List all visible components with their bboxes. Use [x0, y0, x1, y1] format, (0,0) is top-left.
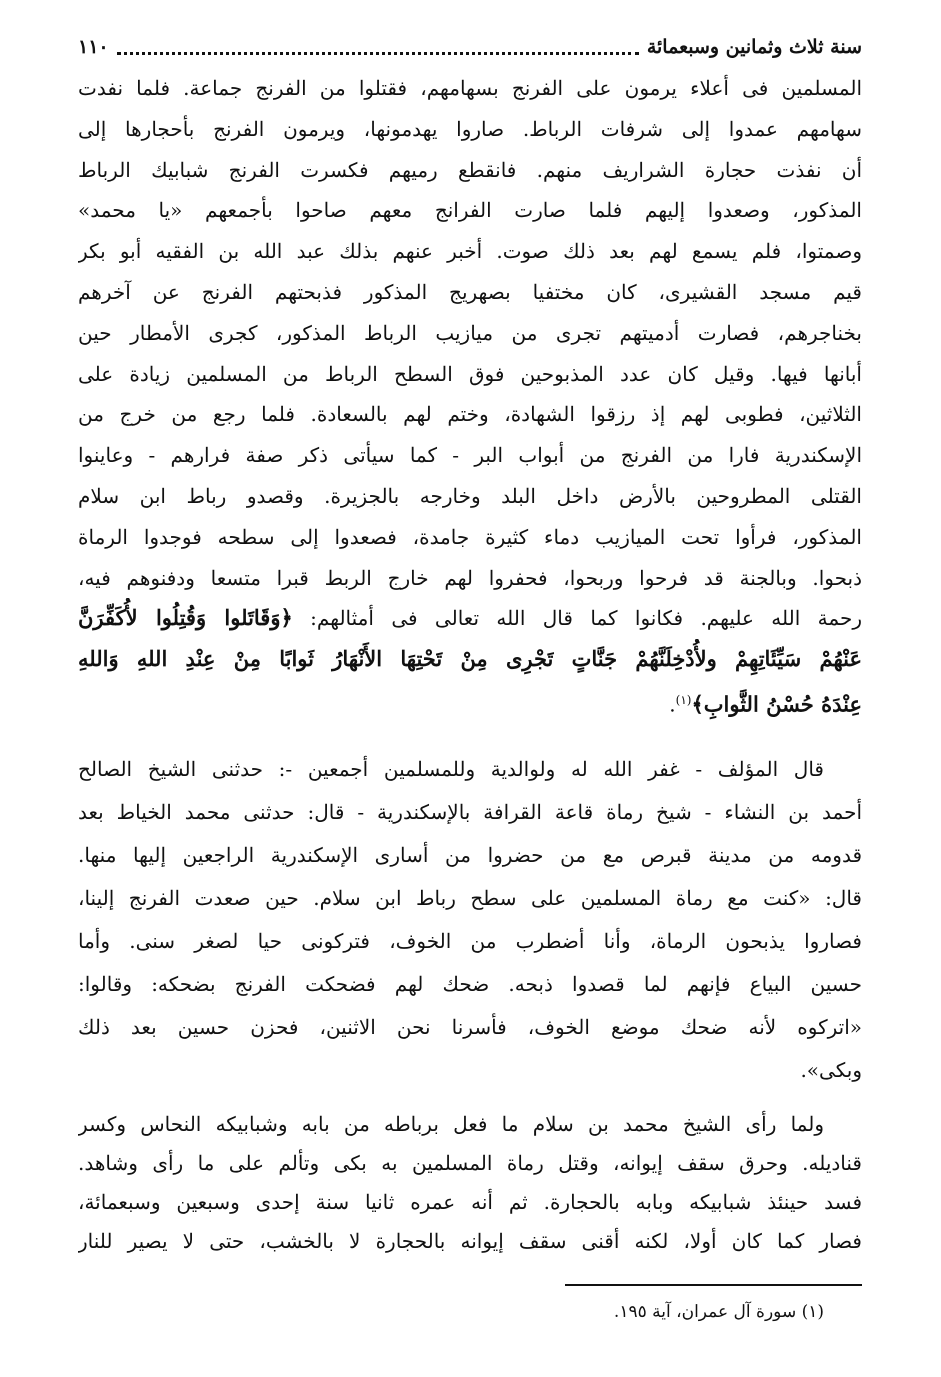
- text-line: أبانها فيها. وقيل كان عدد المذبوحين فوق السطح الرباط من المسلمين زيادة على: [78, 361, 862, 386]
- text-line: «اتركوه لأنه ضحك موضع الخوف، فأسرنا نحن الاثنين، فحزن حسين بعد ذلك: [78, 1015, 862, 1039]
- text-line: حسين البياع فإنهم لما قصدوا ذبحه. ضحك لهم فضحكت الفرنج بضحكه: وقالوا:: [78, 972, 862, 996]
- text-line: وصمتوا، فلم يسمع لهم بعد ذلك صوت. أخبر عنهم بذلك عبد الله بن الفقيه أبو بكر: [78, 239, 862, 264]
- header-leader-dots: [117, 40, 639, 55]
- text-line: قال: «كنت مع رماة المسلمين على سطح رباط ابن سلام. حين صعدت الفرنج إلينا،: [78, 886, 862, 910]
- text-line: فصار كما كان أولا، لكنه أقنى سقف إيوانه بالحجارة لا بالخشب، حتى لا يصير للنار: [78, 1229, 862, 1253]
- footnote: (١) سورة آل عمران، آية ١٩٥.: [613, 1302, 824, 1322]
- text-line: وبكى».: [800, 1058, 862, 1082]
- paragraph-3: [78, 1105, 862, 1261]
- text-line: القتلى المطروحين بالأرض داخل البلد وخارجه بالجزيرة. وقصدو رباط ابن سلام: [78, 483, 862, 508]
- quran-verse: عِنْدَهُ حُسْنُ الثَّوابِ﴾: [691, 691, 862, 717]
- text-line: [78, 598, 862, 639]
- text-line: سهامهم عمدوا إلى شرفات الرباط. صاروا يهدمونها، ويرمون الفرنج بأحجارها إلى: [78, 116, 862, 141]
- text-line: بخناجرهم، فصارت أدميتهم تجرى من ميازيب الرباط المذكور، كجرى الأمطار حين: [78, 320, 862, 345]
- text-line: الإسكندرية فارا من الفرنج من أبواب البر - كما سيأتى ذكر صفة فرارهم - وعاينوا: [78, 443, 862, 468]
- text-segment: رحمة الله عليهم. فكانوا كما قال الله تعالى فى أمثالهم:: [292, 606, 862, 631]
- footnote-reference: (١): [675, 692, 692, 707]
- text-line: قال المؤلف - غفر الله له ولوالدية وللمسلمين أجمعين -: حدثنى الشيخ الصالح: [78, 757, 824, 781]
- paragraph-2: [78, 748, 862, 1092]
- running-header: [78, 30, 862, 64]
- running-title: سنة ثلاث وثمانين وسبعمائة: [646, 36, 862, 58]
- text-line: قناديله. وحرق سقف إيوانه، وقتل رماة المسلمين به بكى وتألم على ما رأى وشاهد.: [78, 1151, 862, 1175]
- text-line: أن نفذت حجارة الشراريف منهم. فانقطع رميهم فكسرت الفرنج شبابيك الرباط: [78, 157, 862, 182]
- text-line: فسد حينئذ شبابيكه وبابه بالحجارة. ثم أنه عمره ثانيا سنة إحدى وسبعين وسبعمائة،: [78, 1190, 862, 1214]
- text-line: المذكور، فرأوا تحت الميازيب دماء كثيرة جامدة، فصعدوا إلى سطحه فوجدوا الرماة: [78, 524, 862, 549]
- text-line: قيم مسجد القشيرى، كان مختفيا بصهريج المذكور فذبحتهم الفرنج عن آخرهم: [78, 279, 862, 304]
- text-line: أحمد بن النشاء - شيخ رماة قاعة القرافة بالإسكندرية - قال: حدثنى محمد الخياط بعد: [78, 800, 862, 824]
- text-line: ذبحوا. وبالجنة قد فرحوا وربحوا، فحفروا لهم خارج الربط قبرا متسعا ودفنوهم فيه،: [78, 565, 862, 590]
- paragraph-1: [78, 68, 862, 721]
- text-line: ولما رأى الشيخ محمد بن سلام ما فعل برباطه من بابه وشبابيكه النحاس وكسر: [78, 1112, 824, 1136]
- page-number: ١١٠: [78, 36, 109, 58]
- text-line: [78, 680, 862, 721]
- quran-verse-line: عَنْهُمْ سَيِّئَاتِهِمْ ولأُدْخِلَنَّهُمْ جَنَّاتٍ تَجْرِى مِنْ تَحْتِهَا الأَنْهَارُ ثَوابًا مِنْ عِنْدِ اللهِ وَاللهِ: [78, 646, 862, 672]
- quran-verse: ﴿وَقَاتَلوا وَقُتِلُوا لأُكَفِّرَنَّ: [78, 605, 293, 631]
- text-line: المسلمين فى أعلاء يرمون على الفرنج بسهامهم، فقتلوا من الفرنج جماعة. فلما نفدت: [78, 76, 862, 100]
- footnote-separator: [565, 1284, 862, 1286]
- text-line: فصاروا يذبحون الرماة، وأنا أضطرب من الخوف، فتركونى حيا لصغر سنى. وأما: [78, 929, 862, 953]
- text-segment: .: [669, 692, 676, 717]
- text-line: المذكور، وصعدوا إليهم فلما صارت الفرانج معهم صاحوا بأجمعهم «يا محمد»: [78, 198, 862, 223]
- text-line: قدومه من مدينة قبرص مع من حضروا من أسارى الإسكندرية الراجعين إليها منها.: [78, 843, 862, 867]
- text-line: الثلاثين، فطوبى لهم إذ رزقوا الشهادة، وختم لهم بالسعادة. فلما رجع من خرج من: [78, 402, 862, 427]
